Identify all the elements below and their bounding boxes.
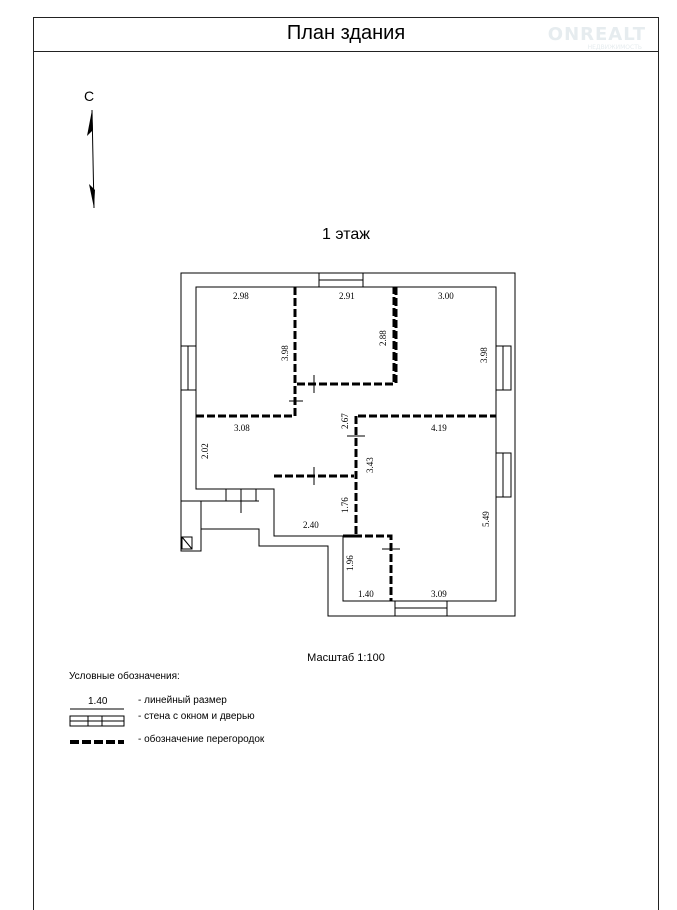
- north-label: С: [84, 88, 95, 104]
- watermark-subtitle: НЕДВИЖИМОСТЬ: [587, 44, 642, 51]
- inner-wall-outline: [196, 287, 496, 601]
- dim-3-00: 3.00: [438, 291, 454, 301]
- legend-item-wall: - стена с окном и дверью: [138, 711, 255, 722]
- dim-2-91: 2.91: [339, 291, 355, 301]
- dim-1-76: 1.76: [340, 497, 350, 513]
- dim-1-96: 1.96: [345, 555, 355, 571]
- dim-2-88: 2.88: [378, 330, 388, 346]
- scale-label: Масштаб 1:100: [307, 652, 385, 664]
- floor-plan: [34, 18, 660, 618]
- dim-2-98: 2.98: [233, 291, 249, 301]
- legend-title: Условные обозначения:: [69, 671, 180, 682]
- dim-3-08: 3.08: [234, 423, 250, 433]
- dim-2-40: 2.40: [303, 520, 319, 530]
- legend-symbols: [66, 706, 146, 776]
- legend-sample-value: 1.40: [88, 696, 108, 707]
- dim-1-40: 1.40: [358, 589, 374, 599]
- dim-3-98-left: 3.98: [280, 345, 290, 361]
- dim-3-43: 3.43: [365, 457, 375, 473]
- dim-2-67: 2.67: [340, 413, 350, 429]
- dim-5-49: 5.49: [481, 511, 491, 527]
- watermark-logo: ONREALT: [547, 24, 646, 45]
- page-title: План здания: [286, 22, 406, 44]
- dim-3-09: 3.09: [431, 589, 447, 599]
- drawing-sheet: [33, 17, 659, 910]
- dim-4-19: 4.19: [431, 423, 447, 433]
- floor-label: 1 этаж: [322, 226, 370, 243]
- dim-3-98-right: 3.98: [479, 347, 489, 363]
- legend-item-partition: - обозначение перегородок: [138, 734, 265, 745]
- dim-2-02: 2.02: [200, 443, 210, 459]
- legend-item-dimension: - линейный размер: [138, 695, 227, 706]
